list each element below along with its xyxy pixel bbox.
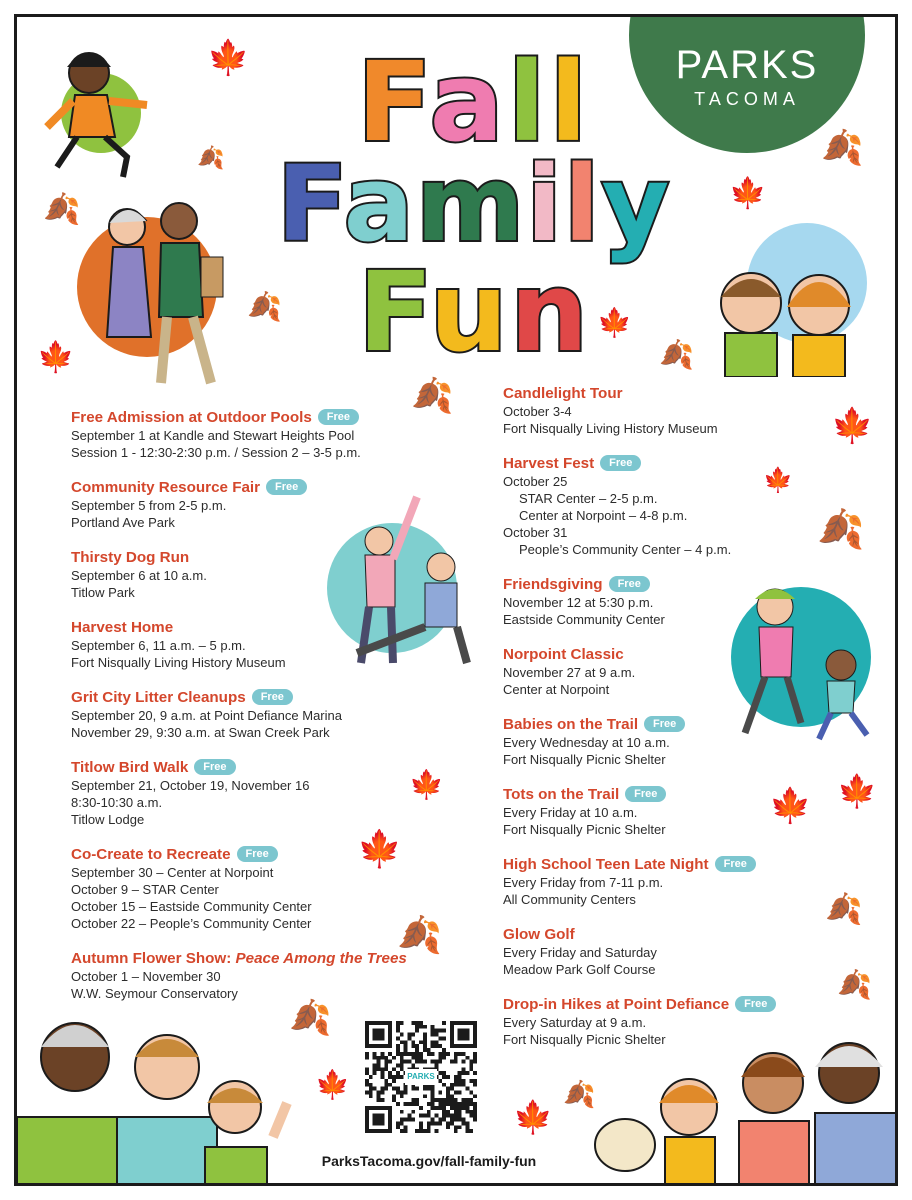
title-letter: a bbox=[429, 38, 508, 166]
event-detail-line: Every Saturday at 9 a.m. bbox=[503, 1015, 647, 1030]
event-detail-line: Every Friday from 7-11 p.m. bbox=[503, 875, 664, 890]
event-detail-line: Every Wednesday at 10 a.m. bbox=[503, 735, 670, 750]
title-letter: a bbox=[343, 143, 416, 265]
title-family bbox=[17, 143, 898, 265]
maple-leaf-icon: 🍁 bbox=[513, 1099, 553, 1135]
title-fall bbox=[17, 38, 898, 166]
event-title[interactable] bbox=[71, 689, 451, 707]
free-badge: Free bbox=[252, 689, 293, 705]
free-badge: Free bbox=[625, 786, 666, 802]
event-title-text: Glow Golf bbox=[503, 926, 575, 943]
event-title[interactable] bbox=[71, 479, 451, 497]
event-detail-line: Center at Norpoint bbox=[503, 682, 610, 697]
event-title[interactable] bbox=[503, 786, 803, 804]
maple-leaf-icon: 🍁 bbox=[207, 39, 250, 77]
event-item bbox=[71, 619, 451, 671]
leaf-icon: 🍂 bbox=[563, 1079, 596, 1109]
event-detail-line: September 6, 11 a.m. – 5 p.m. bbox=[71, 638, 246, 653]
event-item bbox=[503, 996, 803, 1048]
event-detail-line: Portland Ave Park bbox=[71, 515, 175, 530]
event-detail-line: Meadow Park Golf Course bbox=[503, 962, 656, 977]
maple-leaf-icon: 🍁 bbox=[357, 828, 402, 869]
event-item bbox=[503, 926, 803, 978]
event-title[interactable] bbox=[503, 996, 803, 1014]
event-detail-line: W.W. Seymour Conservatory bbox=[71, 986, 238, 1001]
maple-leaf-icon: 🍁 bbox=[315, 1069, 350, 1100]
leaf-icon: 🍂 bbox=[659, 339, 694, 370]
free-badge: Free bbox=[600, 455, 641, 471]
event-detail-line: November 12 at 5:30 p.m. bbox=[503, 595, 654, 610]
bottom-left-family-illustration bbox=[17, 1007, 307, 1186]
event-item bbox=[503, 576, 803, 628]
event-detail-line: Titlow Lodge bbox=[71, 812, 145, 827]
event-title-text: Grit City Litter Cleanups bbox=[71, 689, 246, 706]
event-item bbox=[71, 950, 451, 1002]
event-item bbox=[503, 455, 803, 558]
free-badge: Free bbox=[266, 479, 307, 495]
event-detail-line: STAR Center – 2-5 p.m. bbox=[519, 491, 658, 506]
leaf-icon: 🍂 bbox=[837, 969, 872, 1000]
event-title-text: Norpoint Classic bbox=[503, 646, 624, 663]
event-title[interactable] bbox=[503, 576, 803, 594]
left-event-list bbox=[71, 409, 451, 1002]
event-title-text: Free Admission at Outdoor Pools bbox=[71, 409, 312, 426]
qr-center-label: PARKS bbox=[405, 1069, 437, 1085]
event-detail-line: Session 1 - 12:30-2:30 p.m. / Session 2 – 3-5 p.m. bbox=[71, 445, 361, 460]
event-detail-line: Fort Nisqually Living History Museum bbox=[71, 655, 286, 670]
title-letter: F bbox=[356, 38, 430, 166]
event-detail-line: Every Friday and Saturday bbox=[503, 945, 657, 960]
event-title[interactable] bbox=[71, 409, 451, 427]
title-letter: l bbox=[507, 38, 550, 166]
event-title[interactable] bbox=[71, 549, 451, 567]
event-detail-line: October 25 bbox=[503, 474, 568, 489]
event-detail-line: September 1 at Kandle and Stewart Heights Pool bbox=[71, 428, 355, 443]
event-title[interactable] bbox=[71, 846, 451, 864]
leaf-icon: 🍂 bbox=[43, 193, 81, 226]
leaf-icon: 🍂 bbox=[411, 377, 454, 415]
event-detail-line: Fort Nisqually Picnic Shelter bbox=[503, 1032, 666, 1047]
maple-leaf-icon: 🍁 bbox=[729, 177, 767, 210]
leaf-icon: 🍂 bbox=[821, 129, 864, 167]
event-item bbox=[71, 846, 451, 932]
event-title-text: Babies on the Trail bbox=[503, 716, 639, 733]
event-title[interactable] bbox=[503, 455, 803, 473]
event-title[interactable] bbox=[503, 926, 803, 944]
logo-main-text: PARKS bbox=[675, 43, 819, 87]
title-letter: y bbox=[601, 143, 672, 265]
event-item bbox=[71, 409, 451, 461]
event-title-text: Harvest Home bbox=[71, 619, 174, 636]
event-title-text: Autumn Flower Show: bbox=[71, 950, 236, 967]
event-detail-line: October 22 – People’s Community Center bbox=[71, 916, 312, 931]
event-detail-line: September 5 from 2-5 p.m. bbox=[71, 498, 227, 513]
event-item bbox=[71, 479, 451, 531]
event-title-text: Community Resource Fair bbox=[71, 479, 261, 496]
leaf-icon: 🍂 bbox=[247, 291, 282, 322]
event-title[interactable] bbox=[503, 856, 803, 874]
leaf-icon: 🍂 bbox=[817, 509, 865, 551]
maple-leaf-icon: 🍁 bbox=[409, 769, 444, 800]
maple-leaf-icon: 🍁 bbox=[37, 341, 75, 374]
maple-leaf-icon: 🍁 bbox=[837, 773, 877, 809]
event-detail-line: October 31 bbox=[503, 525, 568, 540]
event-detail-line: Fort Nisqually Picnic Shelter bbox=[503, 752, 666, 767]
logo-sub-text: TACOMA bbox=[694, 89, 800, 109]
event-item bbox=[71, 759, 451, 828]
event-title[interactable] bbox=[503, 716, 803, 734]
event-detail-line: October 3-4 bbox=[503, 404, 572, 419]
event-title[interactable] bbox=[503, 646, 803, 664]
event-detail-line: November 29, 9:30 a.m. at Swan Creek Park bbox=[71, 725, 330, 740]
title-letter: F bbox=[276, 143, 344, 265]
event-title-text: Drop-in Hikes at Point Defiance bbox=[503, 996, 730, 1013]
free-badge: Free bbox=[609, 576, 650, 592]
event-title-text: High School Teen Late Night bbox=[503, 856, 709, 873]
event-detail-line: September 6 at 10 a.m. bbox=[71, 568, 207, 583]
event-title-text: Tots on the Trail bbox=[503, 786, 620, 803]
event-detail-line: September 21, October 19, November 16 bbox=[71, 778, 310, 793]
event-detail-line: September 30 – Center at Norpoint bbox=[71, 865, 274, 880]
leaf-icon: 🍂 bbox=[197, 145, 225, 170]
event-detail-line: Center at Norpoint – 4-8 p.m. bbox=[519, 508, 688, 523]
right-event-list bbox=[503, 385, 803, 1048]
free-badge: Free bbox=[715, 856, 756, 872]
free-badge: Free bbox=[644, 716, 685, 732]
event-detail-line: Fort Nisqually Picnic Shelter bbox=[503, 822, 666, 837]
event-detail-line: 8:30-10:30 a.m. bbox=[71, 795, 163, 810]
event-item bbox=[503, 786, 803, 838]
title-letter: l bbox=[563, 143, 602, 265]
event-item bbox=[503, 646, 803, 698]
free-badge: Free bbox=[194, 759, 235, 775]
event-title[interactable] bbox=[503, 385, 803, 403]
event-title-text: Thirsty Dog Run bbox=[71, 549, 190, 566]
event-item bbox=[503, 385, 803, 437]
event-title-text: Titlow Bird Walk bbox=[71, 759, 189, 776]
event-detail-line: People’s Community Center – 4 p.m. bbox=[519, 542, 732, 557]
leaf-icon: 🍂 bbox=[825, 893, 863, 926]
maple-leaf-icon: 🍁 bbox=[763, 467, 793, 494]
event-item bbox=[503, 856, 803, 908]
free-badge: Free bbox=[735, 996, 776, 1012]
bottom-right-family-illustration bbox=[577, 1027, 898, 1186]
event-detail-line: Fort Nisqually Living History Museum bbox=[503, 421, 718, 436]
title-letter: i bbox=[526, 143, 564, 265]
maple-leaf-icon: 🍁 bbox=[769, 787, 812, 825]
event-detail-line: Every Friday at 10 a.m. bbox=[503, 805, 638, 820]
event-detail-line: Eastside Community Center bbox=[503, 612, 665, 627]
event-detail-line: October 9 – STAR Center bbox=[71, 882, 219, 897]
event-title[interactable] bbox=[71, 759, 451, 777]
title-letter: F bbox=[357, 248, 430, 376]
event-title-text: Candlelight Tour bbox=[503, 385, 623, 402]
event-detail-line: November 27 at 9 a.m. bbox=[503, 665, 636, 680]
event-detail-line: All Community Centers bbox=[503, 892, 636, 907]
event-item bbox=[503, 716, 803, 768]
title-letter: n bbox=[509, 248, 591, 376]
event-title[interactable] bbox=[71, 619, 451, 637]
event-item bbox=[71, 549, 451, 601]
event-title[interactable] bbox=[71, 950, 451, 968]
event-item bbox=[71, 689, 451, 741]
title-letter: m bbox=[415, 143, 527, 265]
free-badge: Free bbox=[318, 409, 359, 425]
maple-leaf-icon: 🍁 bbox=[831, 407, 874, 445]
leaf-icon: 🍂 bbox=[397, 914, 442, 955]
event-title-text: Friendsgiving bbox=[503, 576, 603, 593]
event-detail-line: September 20, 9 a.m. at Point Defiance Marina bbox=[71, 708, 342, 723]
leaf-icon: 🍂 bbox=[289, 999, 332, 1037]
event-title-text: Co-Create to Recreate bbox=[71, 846, 231, 863]
event-detail-line: Titlow Park bbox=[71, 585, 135, 600]
flyer bbox=[14, 14, 898, 1186]
title-letter: l bbox=[549, 38, 592, 166]
title-letter: u bbox=[429, 248, 510, 376]
footer-url-link[interactable]: ParksTacoma.gov/fall-family-fun bbox=[321, 1153, 537, 1169]
title-fun bbox=[17, 248, 898, 376]
event-detail-line: October 15 – Eastside Community Center bbox=[71, 899, 312, 914]
event-detail-line: October 1 – November 30 bbox=[71, 969, 221, 984]
event-title-italic: Peace Among the Trees bbox=[235, 950, 407, 967]
maple-leaf-icon: 🍁 bbox=[597, 307, 632, 338]
free-badge: Free bbox=[237, 846, 278, 862]
event-title-text: Harvest Fest bbox=[503, 455, 595, 472]
